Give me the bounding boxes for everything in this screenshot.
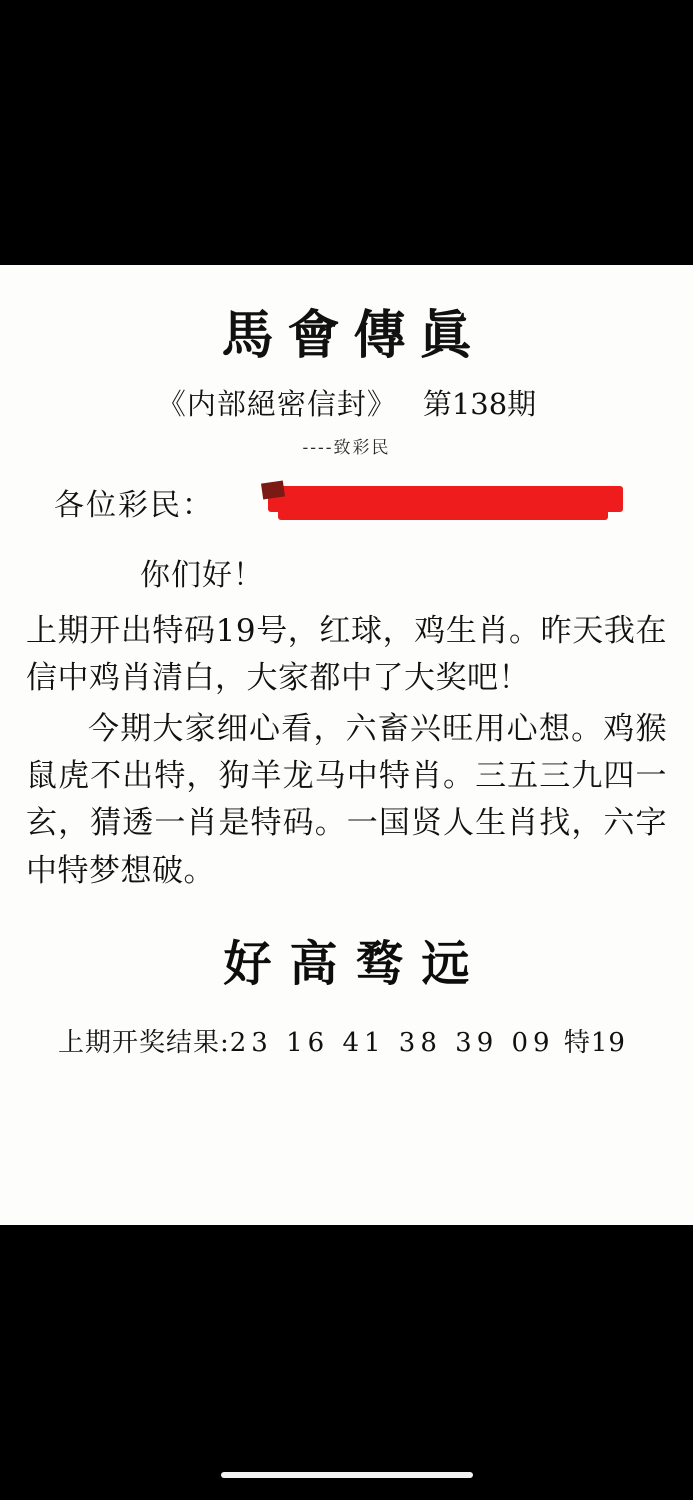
document-content — [0, 265, 693, 1225]
special-number: 19 — [590, 1027, 626, 1058]
salutation-row — [0, 480, 693, 526]
slogan: 好高骛远 — [223, 935, 488, 992]
result-numbers: 23 16 41 38 39 09 — [229, 1027, 555, 1058]
document-subtitle: 《内部絕密信封》 — [156, 387, 397, 421]
document-sheet — [0, 265, 693, 1225]
title-sub-row — [0, 382, 693, 423]
salutation: 各位彩民： — [54, 488, 214, 523]
document-title: 馬會傳眞 — [221, 305, 486, 366]
home-indicator[interactable] — [221, 1472, 473, 1478]
redaction-mark — [268, 486, 623, 512]
special-label: 特 — [563, 1027, 591, 1058]
issue-number: 第138期 — [422, 387, 537, 421]
greeting: 你们好！ — [140, 558, 264, 593]
result-label: 上期开奖结果: — [58, 1027, 230, 1058]
previous-result-line — [0, 1022, 693, 1059]
paragraph-2: 今期大家细心看，六畜兴旺用心想。鸡猴鼠虎不出特，狗羊龙马中特肖。三五三九四一玄，猜透一肖是特码。一国贤人生肖找，六字中特梦想破。 — [26, 711, 667, 889]
paragraph-1: 上期开出特码19号，红球，鸡生肖。昨天我在信中鸡肖清白，大家都中了大奖吧！ — [26, 613, 667, 697]
dedication-line: ----致彩民 — [302, 438, 391, 458]
body-text — [0, 608, 693, 895]
